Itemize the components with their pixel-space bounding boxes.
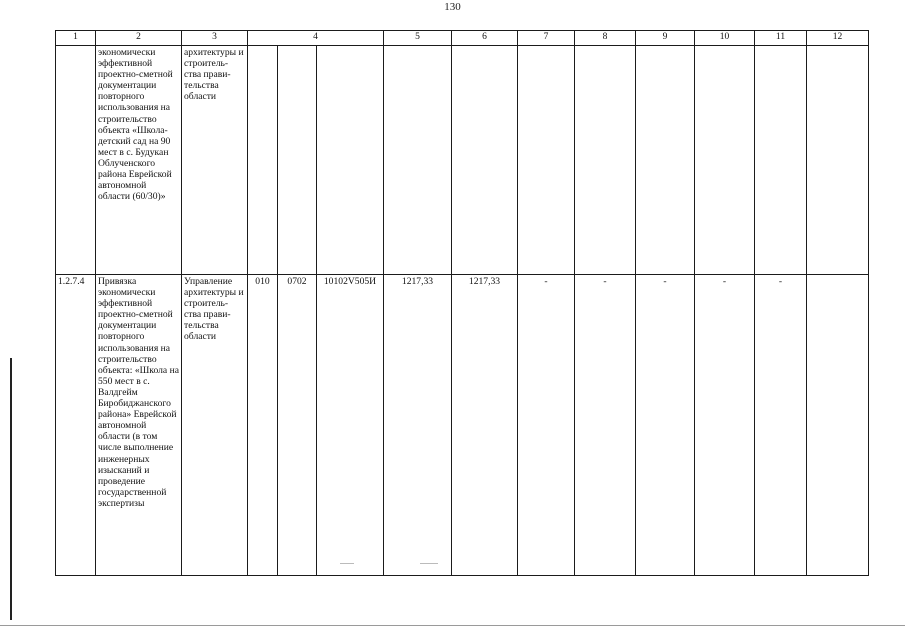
code-cell: [278, 46, 317, 275]
code-cell-ministry: 010: [248, 275, 278, 576]
table-header-row: [56, 31, 869, 46]
header-cell: 3: [182, 31, 248, 46]
value-cell: [575, 46, 636, 275]
value-cell: [636, 46, 695, 275]
code-cell: [248, 46, 278, 275]
value-cell-year: 1217,33: [452, 275, 518, 576]
executor-cell: Управление архитектуры и строитель-ства прави-тельства области: [182, 275, 248, 576]
value-cell: -: [695, 275, 755, 576]
value-cell: [807, 275, 869, 576]
executor-cell: архитектуры и строитель-ства прави-тельства области: [182, 46, 248, 275]
table-row: [56, 46, 869, 275]
scan-artifact: [340, 563, 354, 564]
header-cell: 10: [695, 31, 755, 46]
row-number-cell: [56, 46, 96, 275]
page-number: 130: [444, 2, 461, 11]
value-cell: [807, 46, 869, 275]
scan-artifact: [420, 563, 438, 564]
value-cell: [518, 46, 575, 275]
value-cell: [452, 46, 518, 275]
header-cell: 4: [248, 31, 384, 46]
value-cell: [384, 46, 452, 275]
code-cell-section: 0702: [278, 275, 317, 576]
margin-line: [10, 358, 12, 620]
value-cell: -: [755, 275, 807, 576]
item-name-cell: экономически эффективной проектно-сметной документации повторного использования на строительство объекта «Школа-детский сад на 90 мест в с. Будукан Облученского района Еврейской автономной области (60/30)»: [96, 46, 182, 275]
value-cell: [695, 46, 755, 275]
header-cell: 5: [384, 31, 452, 46]
bottom-rule: [0, 625, 905, 626]
value-cell: -: [636, 275, 695, 576]
header-cell: 11: [755, 31, 807, 46]
header-cell: 7: [518, 31, 575, 46]
budget-table: [55, 30, 869, 576]
value-cell: [755, 46, 807, 275]
header-cell: 8: [575, 31, 636, 46]
value-cell-total: 1217,33: [384, 275, 452, 576]
row-number-cell: 1.2.7.4: [56, 275, 96, 576]
code-cell: [317, 46, 384, 275]
header-cell: 2: [96, 31, 182, 46]
header-cell: 6: [452, 31, 518, 46]
header-cell: 9: [636, 31, 695, 46]
table-row: [56, 275, 869, 576]
value-cell: -: [518, 275, 575, 576]
header-cell: 12: [807, 31, 869, 46]
item-name-cell: Привязка экономически эффективной проектно-сметной документации повторного использования на строительство объекта: «Школа на 550 мест в с. Валдгейм Биробиджанского района» Еврейской автономной области (в том числе выполнение инженерных изысканий и проведение государственной экспертизы: [96, 275, 182, 576]
value-cell: -: [575, 275, 636, 576]
header-cell: 1: [56, 31, 96, 46]
code-cell-target: 10102V505И: [317, 275, 384, 576]
